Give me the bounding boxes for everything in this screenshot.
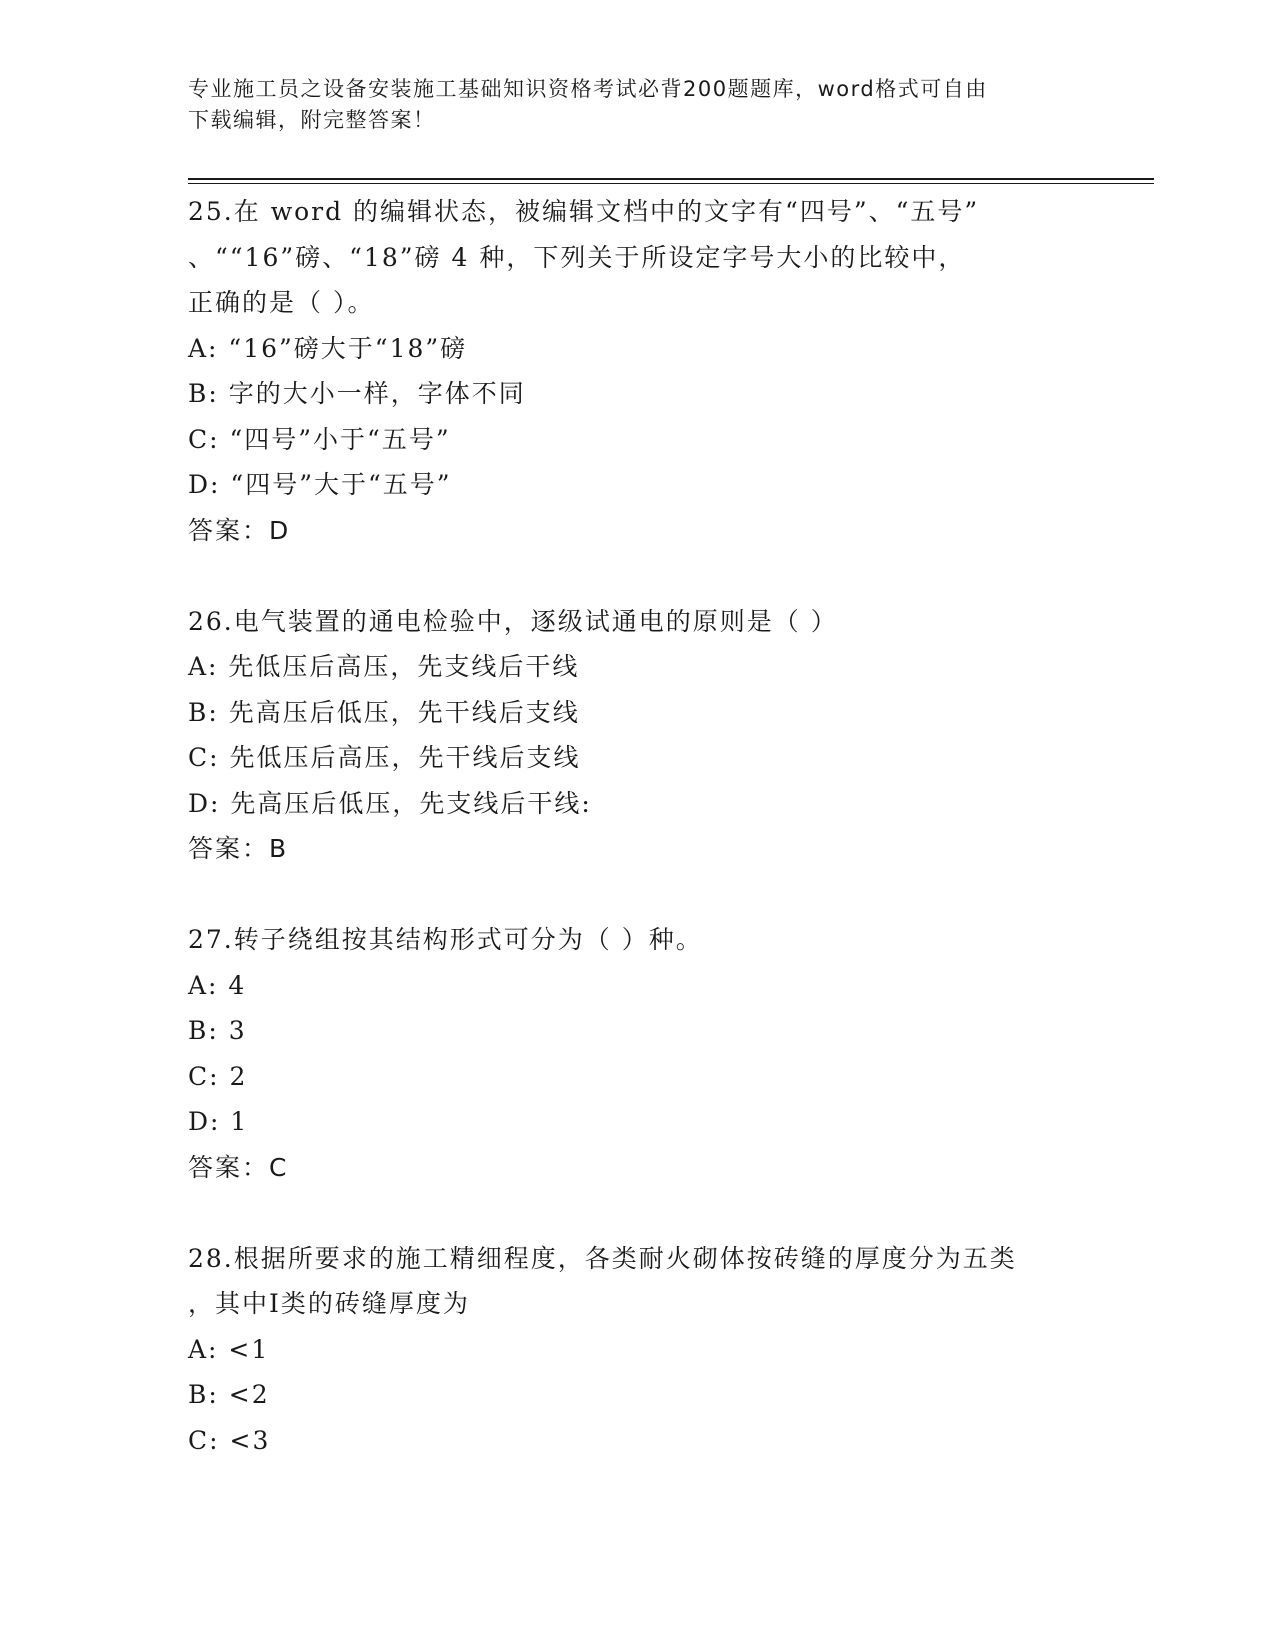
option-d: D: “四号”大于“五号” [188, 470, 452, 499]
spacer [188, 872, 1088, 918]
header-divider-thin [188, 183, 1154, 184]
option-d: D: 先高压后低压，先支线后干线: [188, 788, 592, 818]
option-a: A: 4 [188, 970, 247, 1000]
option-a: A: “16”磅大于“18”磅 [188, 333, 468, 363]
option-a: A: 先低压后高压，先支线后干线 [188, 652, 580, 681]
option-c: C: 先低压后高压，先干线后支线 [188, 743, 581, 772]
spacer [188, 553, 1088, 599]
option-c: C: <3 [188, 1425, 271, 1455]
option-d: D: 1 [188, 1107, 249, 1136]
question-27 [188, 917, 1088, 1190]
question-stem: 27.转子绕组按其结构形式可分为（ ）种。 [188, 925, 703, 954]
document-header [188, 74, 1088, 136]
answer: 答案：B [188, 834, 289, 863]
question-stem: 26.电气装置的通电检验中，逐级试通电的原则是（ ） [188, 606, 838, 636]
question-list [188, 189, 1088, 1463]
header-line-2: 下载编辑，附完整答案！ [188, 108, 436, 132]
spacer [188, 1190, 1088, 1236]
answer: 答案：D [188, 515, 291, 545]
question-stem: 25.在 word 的编辑状态，被编辑文档中的文字有“四号”、“五号” [188, 197, 980, 226]
question-stem: 28.根据所要求的施工精细程度，各类耐火砌体按砖缝的厚度分为五类 [188, 1243, 1017, 1273]
question-stem: ，其中Ⅰ类的砖缝厚度为 [188, 1289, 470, 1318]
question-26 [188, 599, 1088, 872]
question-stem: 、““16”磅、“18”磅 4 种，下列关于所设定字号大小的比较中， [188, 242, 966, 272]
option-a: A: <1 [188, 1334, 270, 1364]
option-b: B: <2 [188, 1380, 270, 1409]
question-28 [188, 1236, 1088, 1464]
option-c: C: “四号”小于“五号” [188, 424, 451, 454]
answer: 答案：C [188, 1152, 289, 1182]
header-line-1: 专业施工员之设备安装施工基础知识资格考试必背200题题库，word格式可自由 [188, 77, 988, 101]
option-b: B: 先高压后低压，先干线后支线 [188, 697, 580, 727]
option-c: C: 2 [188, 1061, 248, 1091]
question-25 [188, 189, 1088, 553]
header-divider [188, 178, 1154, 180]
option-b: B: 字的大小一样，字体不同 [188, 379, 526, 408]
question-stem: 正确的是（ ）。 [188, 288, 375, 317]
option-b: B: 3 [188, 1016, 247, 1045]
